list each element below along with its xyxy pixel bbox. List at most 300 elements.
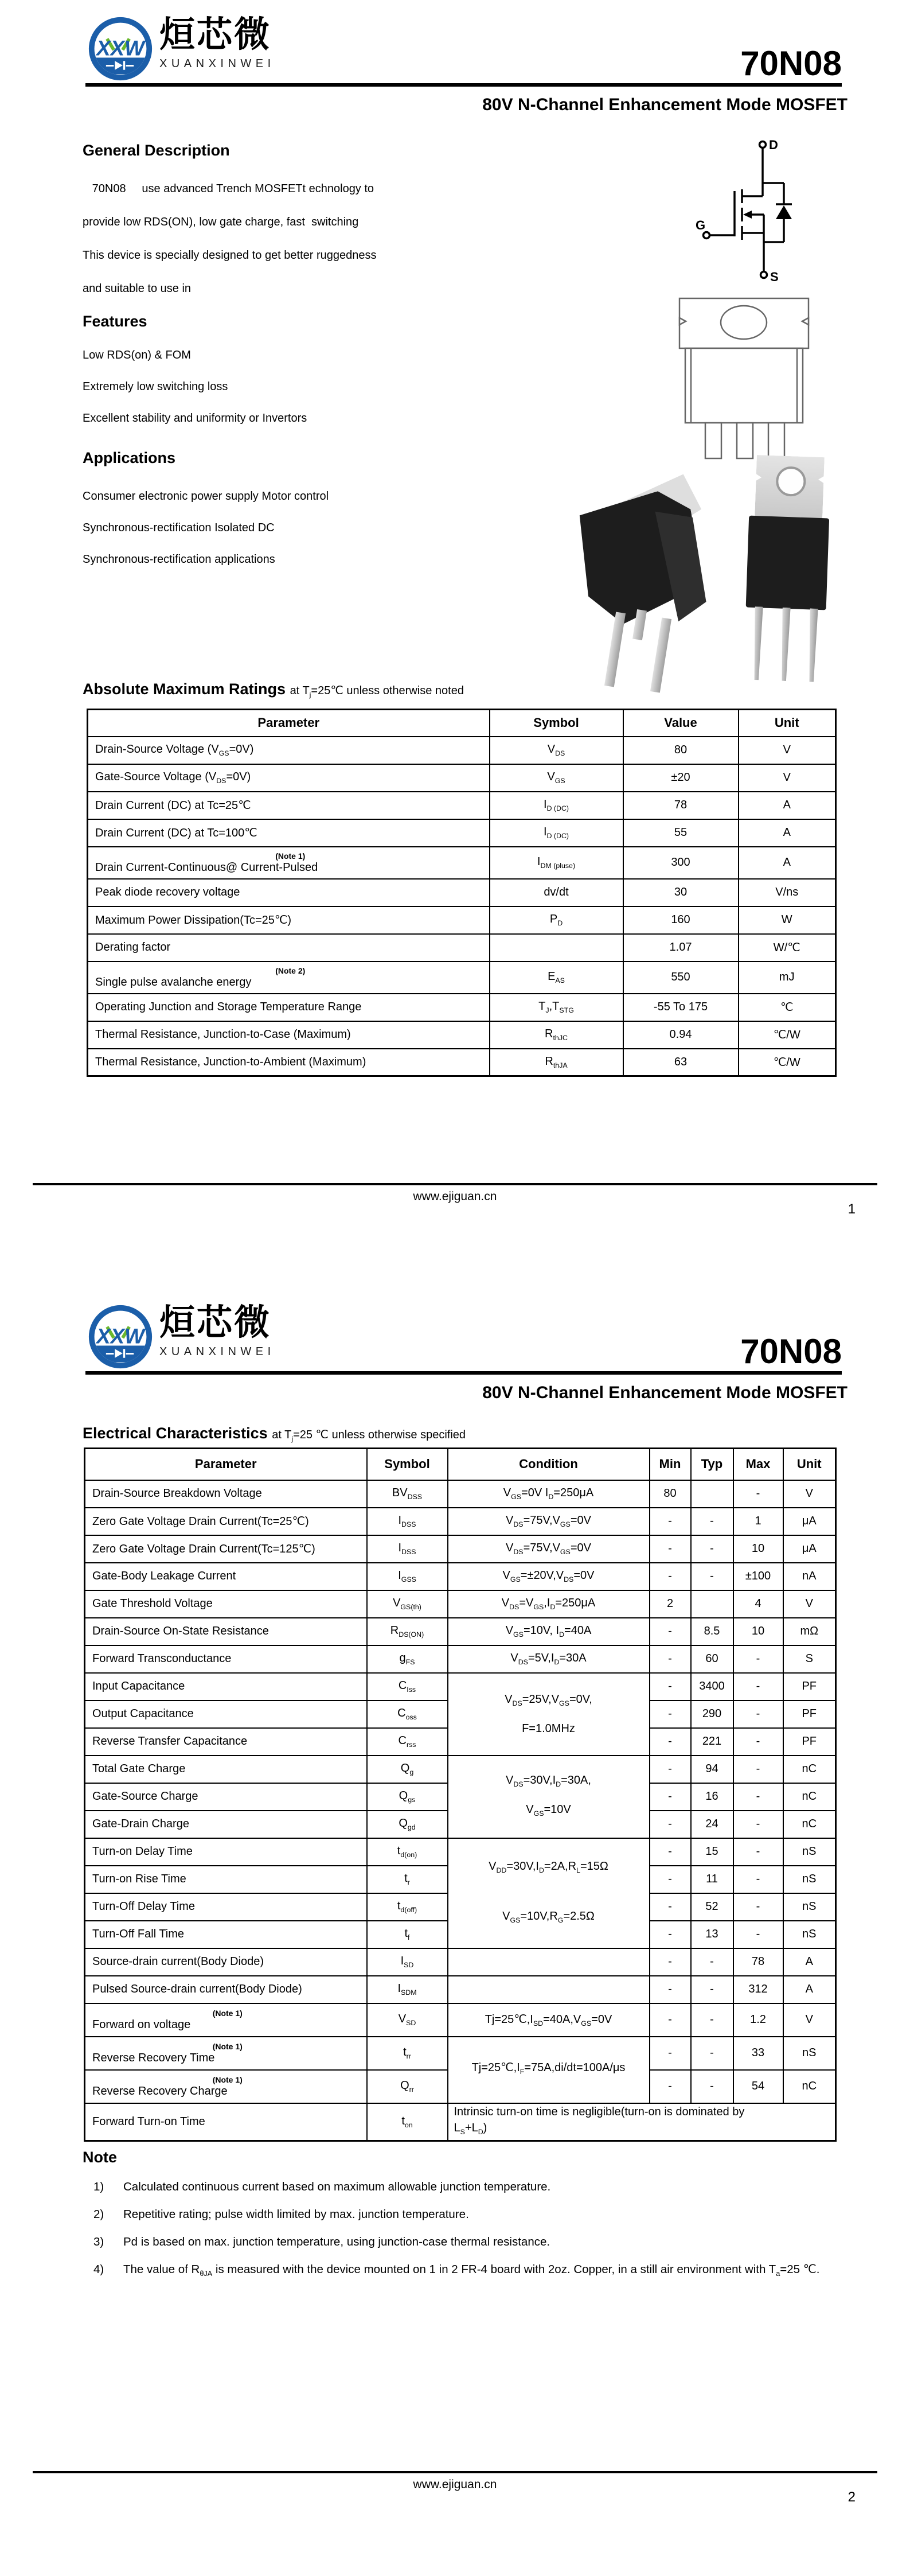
- cell-max: -: [733, 1701, 783, 1728]
- cell-symbol: $P_D$: [490, 906, 623, 934]
- cell-condition: $V_{DS}=30V,I_D=30A$, $V_{GS}=10V$: [448, 1756, 650, 1838]
- note-ref: (Note 1): [212, 2008, 243, 2018]
- brand-logo: [87, 15, 275, 83]
- footer-url: www.ejiguan.cn: [413, 1190, 497, 1203]
- cell-parameter: (Note 1) Forward on voltage: [85, 2003, 367, 2037]
- cell-typ: 60: [691, 1645, 733, 1673]
- note-text: Calculated continuous current based on maximum allowable junction temperature.: [123, 2180, 551, 2193]
- features-title: Features: [83, 313, 147, 330]
- page-subtitle: 80V N-Channel Enhancement Mode MOSFET: [482, 1383, 847, 1402]
- brand-logo-icon: [87, 15, 154, 83]
- cell-unit: PF: [783, 1701, 836, 1728]
- cell-parameter: Turn-on Rise Time: [85, 1866, 367, 1893]
- cell-condition: [448, 1948, 650, 1976]
- cell-value: 78: [623, 792, 739, 819]
- table-row: [85, 1756, 836, 1783]
- cell-parameter: (Note 1) Reverse Recovery Time: [85, 2037, 367, 2070]
- table-row: [88, 847, 836, 879]
- header-row: [85, 1449, 836, 1480]
- note-item: [93, 2178, 839, 2196]
- cell-min: -: [650, 1645, 691, 1673]
- cell-min: -: [650, 1563, 691, 1590]
- table-row: [88, 934, 836, 962]
- cell-typ: -: [691, 2003, 733, 2037]
- note-text: Pd is based on max. junction temperature, using junction-case thermal resistance.: [123, 2235, 550, 2248]
- cell-parameter: Forward Turn-on Time: [85, 2103, 367, 2141]
- cell-unit: A: [739, 847, 836, 879]
- list-item: Excellent stability and uniformity or Invertors: [83, 412, 307, 425]
- cell-symbol: $I_{D (DC)}$: [490, 819, 623, 847]
- cell-min: -: [650, 1508, 691, 1535]
- note-number: 1): [93, 2180, 104, 2193]
- cell-min: 2: [650, 1590, 691, 1618]
- table-row: [85, 1976, 836, 2003]
- cell-max: -: [733, 1728, 783, 1756]
- cell-typ: 24: [691, 1811, 733, 1838]
- column-header: Unit: [739, 710, 836, 737]
- cell-unit: nS: [783, 1921, 836, 1948]
- note-item: [93, 2233, 839, 2251]
- table-row: [88, 1021, 836, 1049]
- cell-typ: -: [691, 2070, 733, 2103]
- cell-symbol: $t_r$: [367, 1866, 448, 1893]
- cell-parameter: Turn-Off Delay Time: [85, 1893, 367, 1921]
- cell-condition: $Tj=25℃,I_{SD}=40A,V_{GS}=0V$: [448, 2003, 650, 2037]
- cell-symbol: $t_{d(on)}$: [367, 1838, 448, 1866]
- cell-unit: A: [739, 819, 836, 847]
- cell-parameter: Derating factor: [88, 934, 490, 962]
- cell-parameter: Thermal Resistance, Junction-to-Case (Maximum): [88, 1021, 490, 1049]
- general-description-paragraph: [83, 172, 472, 305]
- list-item: Low RDS(on) & FOM: [83, 349, 191, 361]
- abs-max-title-text: Absolute Maximum Ratings: [83, 680, 286, 698]
- cell-value: 30: [623, 879, 739, 906]
- table-row: [85, 1645, 836, 1673]
- cell-parameter: Zero Gate Voltage Drain Current(Tc=125℃): [85, 1535, 367, 1563]
- list-item: Consumer electronic power supply Motor control: [83, 490, 329, 503]
- cell-max: 312: [733, 1976, 783, 2003]
- table-row: [85, 1673, 836, 1701]
- cell-min: -: [650, 1811, 691, 1838]
- brand-name-cn: 烜芯微: [159, 15, 272, 55]
- cell-unit: PF: [783, 1673, 836, 1701]
- list-item: 70N08 use advanced Trench MOSFETt echnology to: [83, 182, 374, 195]
- table-row: [88, 764, 836, 792]
- cell-condition: [448, 1976, 650, 2003]
- cell-max: -: [733, 1838, 783, 1866]
- cell-min: -: [650, 1756, 691, 1783]
- cell-symbol: $V_{GS}$: [490, 764, 623, 792]
- note-list: [93, 2178, 839, 2293]
- cell-max: 4: [733, 1590, 783, 1618]
- cell-min: -: [650, 1976, 691, 2003]
- to220-leg: [752, 606, 763, 680]
- cell-max: -: [733, 1673, 783, 1701]
- cell-min: -: [650, 1838, 691, 1866]
- note-ref: (Note 1): [212, 2041, 243, 2051]
- cell-parameter: Gate-Drain Charge: [85, 1811, 367, 1838]
- cell-min: -: [650, 1701, 691, 1728]
- column-header: Typ: [691, 1449, 733, 1480]
- cell-symbol: $Q_{gs}$: [367, 1783, 448, 1811]
- table-row: [85, 1563, 836, 1590]
- cell-value: 63: [623, 1049, 739, 1076]
- cell-parameter: Drain-Source On-State Resistance: [85, 1618, 367, 1645]
- cell-typ: -: [691, 1535, 733, 1563]
- note-text: The value of $R_{\theta JA}$ is measured with the device mounted on 1 in 2 FR-4 board with 2oz. Copper, in a still air environment with $T_a=25$ ℃.: [123, 2263, 820, 2278]
- table-row: [88, 1049, 836, 1076]
- cell-typ: 94: [691, 1756, 733, 1783]
- brand-logo-icon: [87, 1303, 154, 1371]
- cell-unit: mJ: [739, 962, 836, 994]
- cell-min: -: [650, 1618, 691, 1645]
- cell-min: 80: [650, 1480, 691, 1508]
- cell-min: -: [650, 1948, 691, 1976]
- footer-rule: [33, 2471, 877, 2473]
- brand-text: [159, 15, 275, 71]
- cell-typ: -: [691, 2037, 733, 2070]
- table-row: [85, 2103, 836, 2141]
- cell-max: -: [733, 1921, 783, 1948]
- cell-typ: 290: [691, 1701, 733, 1728]
- brand-text: [159, 1303, 275, 1359]
- cell-parameter: Forward Transconductance: [85, 1645, 367, 1673]
- column-header: Symbol: [490, 710, 623, 737]
- cell-parameter: Total Gate Charge: [85, 1756, 367, 1783]
- cell-unit: V: [783, 1590, 836, 1618]
- cell-symbol: $Q_g$: [367, 1756, 448, 1783]
- cell-condition: $V_{DS}=V_{GS},I_D=250\mu A$: [448, 1590, 650, 1618]
- pin-label-source: S: [770, 270, 779, 282]
- column-header: Condition: [448, 1449, 650, 1480]
- cell-unit: S: [783, 1645, 836, 1673]
- part-number: 70N08: [740, 1332, 842, 1371]
- cell-max: -: [733, 1645, 783, 1673]
- cell-symbol: $Q_{rr}$: [367, 2070, 448, 2103]
- table-row: [88, 879, 836, 906]
- table-row: [85, 1535, 836, 1563]
- note-ref: (Note 1): [275, 851, 306, 861]
- cell-typ: 13: [691, 1921, 733, 1948]
- note-item: [93, 2261, 839, 2282]
- table-row: [88, 792, 836, 819]
- to220-leg: [780, 608, 790, 681]
- cell-min: -: [650, 1728, 691, 1756]
- brand-name-cn: 烜芯微: [159, 1303, 272, 1343]
- cell-parameter: Source-drain current(Body Diode): [85, 1948, 367, 1976]
- cell-unit: nC: [783, 1756, 836, 1783]
- cell-symbol: $C_{rss}$: [367, 1728, 448, 1756]
- cell-symbol: dv/dt: [490, 879, 623, 906]
- cell-symbol: $I_{SD}$: [367, 1948, 448, 1976]
- cell-parameter: Pulsed Source-drain current(Body Diode): [85, 1976, 367, 2003]
- cell-condition: $V_{GS}=10V$, $I_D=40A$: [448, 1618, 650, 1645]
- cell-symbol: $t_f$: [367, 1921, 448, 1948]
- pin-label-drain: D: [769, 139, 778, 152]
- cell-min: -: [650, 2070, 691, 2103]
- brand-logo: [87, 1303, 275, 1371]
- table-row: [88, 962, 836, 994]
- column-header: Unit: [783, 1449, 836, 1480]
- cell-max: 10: [733, 1535, 783, 1563]
- list-item: provide low RDS(ON), low gate charge, fast switching: [83, 216, 359, 228]
- cell-parameter: Input Capacitance: [85, 1673, 367, 1701]
- cell-parameter: Gate-Source Charge: [85, 1783, 367, 1811]
- cell-parameter: Operating Junction and Storage Temperature Range: [88, 994, 490, 1021]
- cell-typ: 8.5: [691, 1618, 733, 1645]
- cell-typ: 3400: [691, 1673, 733, 1701]
- abs-max-table: [87, 709, 837, 1077]
- cell-condition: $V_{DS}=5V,I_D=30A$: [448, 1645, 650, 1673]
- cell-typ: 11: [691, 1866, 733, 1893]
- abs-max-table-header: [88, 710, 836, 737]
- cell-min: -: [650, 1535, 691, 1563]
- cell-unit: nC: [783, 2070, 836, 2103]
- elec-title-text: Electrical Characteristics: [83, 1425, 268, 1442]
- list-item: and suitable to use in: [83, 282, 192, 295]
- cell-min: -: [650, 1866, 691, 1893]
- table-row: [85, 1948, 836, 1976]
- cell-min: -: [650, 1783, 691, 1811]
- cell-parameter: Thermal Resistance, Junction-to-Ambient (Maximum): [88, 1049, 490, 1076]
- cell-unit: μA: [783, 1535, 836, 1563]
- cell-value: 55: [623, 819, 739, 847]
- to220-leg: [807, 608, 818, 682]
- cell-symbol: $C_{Iss}$: [367, 1673, 448, 1701]
- column-header: Parameter: [85, 1449, 367, 1480]
- cell-symbol: $I_{SDM}$: [367, 1976, 448, 2003]
- page-subtitle: 80V N-Channel Enhancement Mode MOSFET: [482, 95, 847, 114]
- applications-list: [83, 481, 472, 575]
- cell-max: -: [733, 1893, 783, 1921]
- cell-max: -: [733, 1783, 783, 1811]
- cell-unit: nC: [783, 1783, 836, 1811]
- elec-title: [83, 1425, 466, 1443]
- part-number: 70N08: [740, 44, 842, 83]
- package-photo-d2pak: [580, 479, 709, 671]
- header-rule: [85, 83, 842, 87]
- cell-typ: [691, 1480, 733, 1508]
- cell-parameter: (Note 2) Single pulse avalanche energy: [88, 962, 490, 994]
- cell-condition: $V_{DS}=75V,V_{GS}=0V$: [448, 1535, 650, 1563]
- table-row: [88, 819, 836, 847]
- cell-symbol: $I_{DSS}$: [367, 1535, 448, 1563]
- general-description-title: General Description: [83, 142, 230, 159]
- cell-symbol: $Q_{gd}$: [367, 1811, 448, 1838]
- cell-symbol: $R_{thJC}$: [490, 1021, 623, 1049]
- list-item: Synchronous-rectification applications: [83, 553, 275, 566]
- footer-rule: [33, 1183, 877, 1185]
- cell-unit: nS: [783, 1893, 836, 1921]
- cell-parameter: Zero Gate Voltage Drain Current(Tc=25℃): [85, 1508, 367, 1535]
- cell-unit: ℃: [739, 994, 836, 1021]
- cell-max: -: [733, 1866, 783, 1893]
- cell-max: -: [733, 1480, 783, 1508]
- cell-typ: 15: [691, 1838, 733, 1866]
- cell-min: -: [650, 1673, 691, 1701]
- note-number: 3): [93, 2235, 104, 2248]
- applications-title: Applications: [83, 449, 176, 466]
- cell-unit: W/℃: [739, 934, 836, 962]
- cell-parameter: Drain-Source Voltage $(V_{GS}=0V)$: [88, 737, 490, 764]
- note-text: Repetitive rating; pulse width limited by max. junction temperature.: [123, 2208, 469, 2221]
- page-number: 1: [847, 1201, 856, 1217]
- cell-unit: nC: [783, 1811, 836, 1838]
- note-ref: (Note 2): [275, 966, 306, 975]
- package-outline-icon: [665, 294, 825, 461]
- page-2: [0, 1288, 910, 2576]
- cell-typ: -: [691, 1508, 733, 1535]
- cell-symbol: $t_{on}$: [367, 2103, 448, 2141]
- note-ref: (Note 1): [212, 2075, 243, 2084]
- cell-condition: $Tj=25℃,I_F=75A,di/dt=100A/\mu s$: [448, 2037, 650, 2103]
- cell-max: 1: [733, 1508, 783, 1535]
- cell-symbol: $V_{SD}$: [367, 2003, 448, 2037]
- note-number: 2): [93, 2208, 104, 2221]
- table-row: [85, 1480, 836, 1508]
- cell-parameter: (Note 1) Reverse Recovery Charge: [85, 2070, 367, 2103]
- cell-symbol: $I_{D (DC)}$: [490, 792, 623, 819]
- cell-max: 1.2: [733, 2003, 783, 2037]
- elec-table: [84, 1447, 837, 2142]
- cell-symbol: $V_{DS}$: [490, 737, 623, 764]
- column-header: Parameter: [88, 710, 490, 737]
- abs-max-title-suffix: at $T_j=25℃$ unless otherwise noted: [290, 684, 464, 699]
- cell-symbol: $I_{DSS}$: [367, 1508, 448, 1535]
- cell-unit: V: [783, 1480, 836, 1508]
- column-header: Symbol: [367, 1449, 448, 1480]
- cell-symbol: $C_{oss}$: [367, 1701, 448, 1728]
- cell-symbol: $V_{GS(th)}$: [367, 1590, 448, 1618]
- cell-min: -: [650, 1893, 691, 1921]
- cell-typ: 221: [691, 1728, 733, 1756]
- cell-unit: W: [739, 906, 836, 934]
- elec-title-suffix: at $T_j=25$ ℃ unless otherwise specified: [272, 1429, 466, 1443]
- cell-symbol: $g_{FS}$: [367, 1645, 448, 1673]
- cell-unit: A: [783, 1976, 836, 2003]
- cell-parameter: Drain-Source Breakdown Voltage: [85, 1480, 367, 1508]
- cell-parameter: Peak diode recovery voltage: [88, 879, 490, 906]
- cell-min: -: [650, 2003, 691, 2037]
- logo-monogram: XXW: [96, 1324, 144, 1348]
- header-rule: [85, 1371, 842, 1375]
- cell-unit: A: [783, 1948, 836, 1976]
- note-title: Note: [83, 2149, 117, 2166]
- cell-typ: 52: [691, 1893, 733, 1921]
- package-photo-to220: [733, 454, 841, 684]
- features-list: [83, 340, 472, 434]
- cell-max: 10: [733, 1618, 783, 1645]
- abs-max-table-body: [88, 737, 836, 1076]
- cell-min: -: [650, 1921, 691, 1948]
- cell-condition: $V_{GS}=\pm 20V,V_{DS}=0V$: [448, 1563, 650, 1590]
- cell-max: -: [733, 1756, 783, 1783]
- list-item: Synchronous-rectification Isolated DC: [83, 522, 275, 534]
- cell-symbol: $R_{DS(ON)}$: [367, 1618, 448, 1645]
- to220-body: [746, 516, 829, 610]
- table-row: [85, 1508, 836, 1535]
- cell-unit: nS: [783, 1838, 836, 1866]
- cell-parameter: Drain Current (DC) at Tc=25℃: [88, 792, 490, 819]
- cell-unit: V/ns: [739, 879, 836, 906]
- cell-unit: mΩ: [783, 1618, 836, 1645]
- cell-unit: nS: [783, 2037, 836, 2070]
- cell-symbol: $E_{AS}$: [490, 962, 623, 994]
- table-row: [88, 737, 836, 764]
- cell-symbol: $t_{rr}$: [367, 2037, 448, 2070]
- table-row: [85, 2003, 836, 2037]
- logo-monogram: XXW: [96, 36, 144, 60]
- cell-unit: nA: [783, 1563, 836, 1590]
- cell-symbol: $I_{DM (pluse)}$: [490, 847, 623, 879]
- footer-url: www.ejiguan.cn: [413, 2478, 497, 2491]
- abs-max-title: [83, 680, 464, 699]
- cell-parameter: Gate-Body Leakage Current: [85, 1563, 367, 1590]
- brand-name-en: XUANXINWEI: [159, 1345, 275, 1358]
- cell-parameter: Output Capacitance: [85, 1701, 367, 1728]
- table-row: [85, 1618, 836, 1645]
- cell-max: ±100: [733, 1563, 783, 1590]
- cell-parameter: (Note 1) Drain Current-Continuous@ Current-Pulsed: [88, 847, 490, 879]
- cell-parameter: Reverse Transfer Capacitance: [85, 1728, 367, 1756]
- cell-unit: V: [739, 737, 836, 764]
- cell-symbol: $t_{d(off)}$: [367, 1893, 448, 1921]
- cell-max: 54: [733, 2070, 783, 2103]
- cell-condition: $V_{DS}=25V,V_{GS}=0V$, F=1.0MHz: [448, 1673, 650, 1756]
- table-row: [85, 1590, 836, 1618]
- cell-unit: PF: [783, 1728, 836, 1756]
- cell-condition: $V_{DD}=30V,I_D=2A,R_L=15\Omega$ $V_{GS}=10V,R_G=2.5\Omega$: [448, 1838, 650, 1948]
- note-item: [93, 2206, 839, 2223]
- elec-table-body: [85, 1480, 836, 2141]
- cell-parameter: Drain Current (DC) at Tc=100℃: [88, 819, 490, 847]
- cell-unit: μA: [783, 1508, 836, 1535]
- cell-condition: Intrinsic turn-on time is negligible(turn-on is dominated by $L_S+L_D$): [448, 2103, 836, 2141]
- cell-symbol: $I_{GSS}$: [367, 1563, 448, 1590]
- cell-value: 0.94: [623, 1021, 739, 1049]
- table-row: [88, 906, 836, 934]
- cell-value: 160: [623, 906, 739, 934]
- page-number: 2: [847, 2489, 856, 2505]
- table-row: [88, 994, 836, 1021]
- cell-unit: A: [739, 792, 836, 819]
- cell-max: 33: [733, 2037, 783, 2070]
- cell-value: 1.07: [623, 934, 739, 962]
- cell-symbol: [490, 934, 623, 962]
- list-item: Extremely low switching loss: [83, 380, 228, 393]
- cell-unit: V: [783, 2003, 836, 2037]
- cell-parameter: Gate Threshold Voltage: [85, 1590, 367, 1618]
- cell-parameter: Turn-Off Fall Time: [85, 1921, 367, 1948]
- cell-typ: -: [691, 1976, 733, 2003]
- cell-unit: V: [739, 764, 836, 792]
- cell-unit: ℃/W: [739, 1021, 836, 1049]
- cell-value: 80: [623, 737, 739, 764]
- cell-parameter: Turn-on Delay Time: [85, 1838, 367, 1866]
- cell-value: -55 To 175: [623, 994, 739, 1021]
- cell-value: 300: [623, 847, 739, 879]
- brand-name-en: XUANXINWEI: [159, 57, 275, 70]
- table-row: [85, 2037, 836, 2070]
- cell-symbol: $BV_{DSS}$: [367, 1480, 448, 1508]
- list-item: This device is specially designed to get better ruggedness: [83, 249, 377, 262]
- cell-unit: nS: [783, 1866, 836, 1893]
- cell-value: ±20: [623, 764, 739, 792]
- pin-label-gate: G: [696, 218, 706, 232]
- cell-max: 78: [733, 1948, 783, 1976]
- cell-typ: -: [691, 1948, 733, 1976]
- cell-symbol: $T_J,T_{STG}$: [490, 994, 623, 1021]
